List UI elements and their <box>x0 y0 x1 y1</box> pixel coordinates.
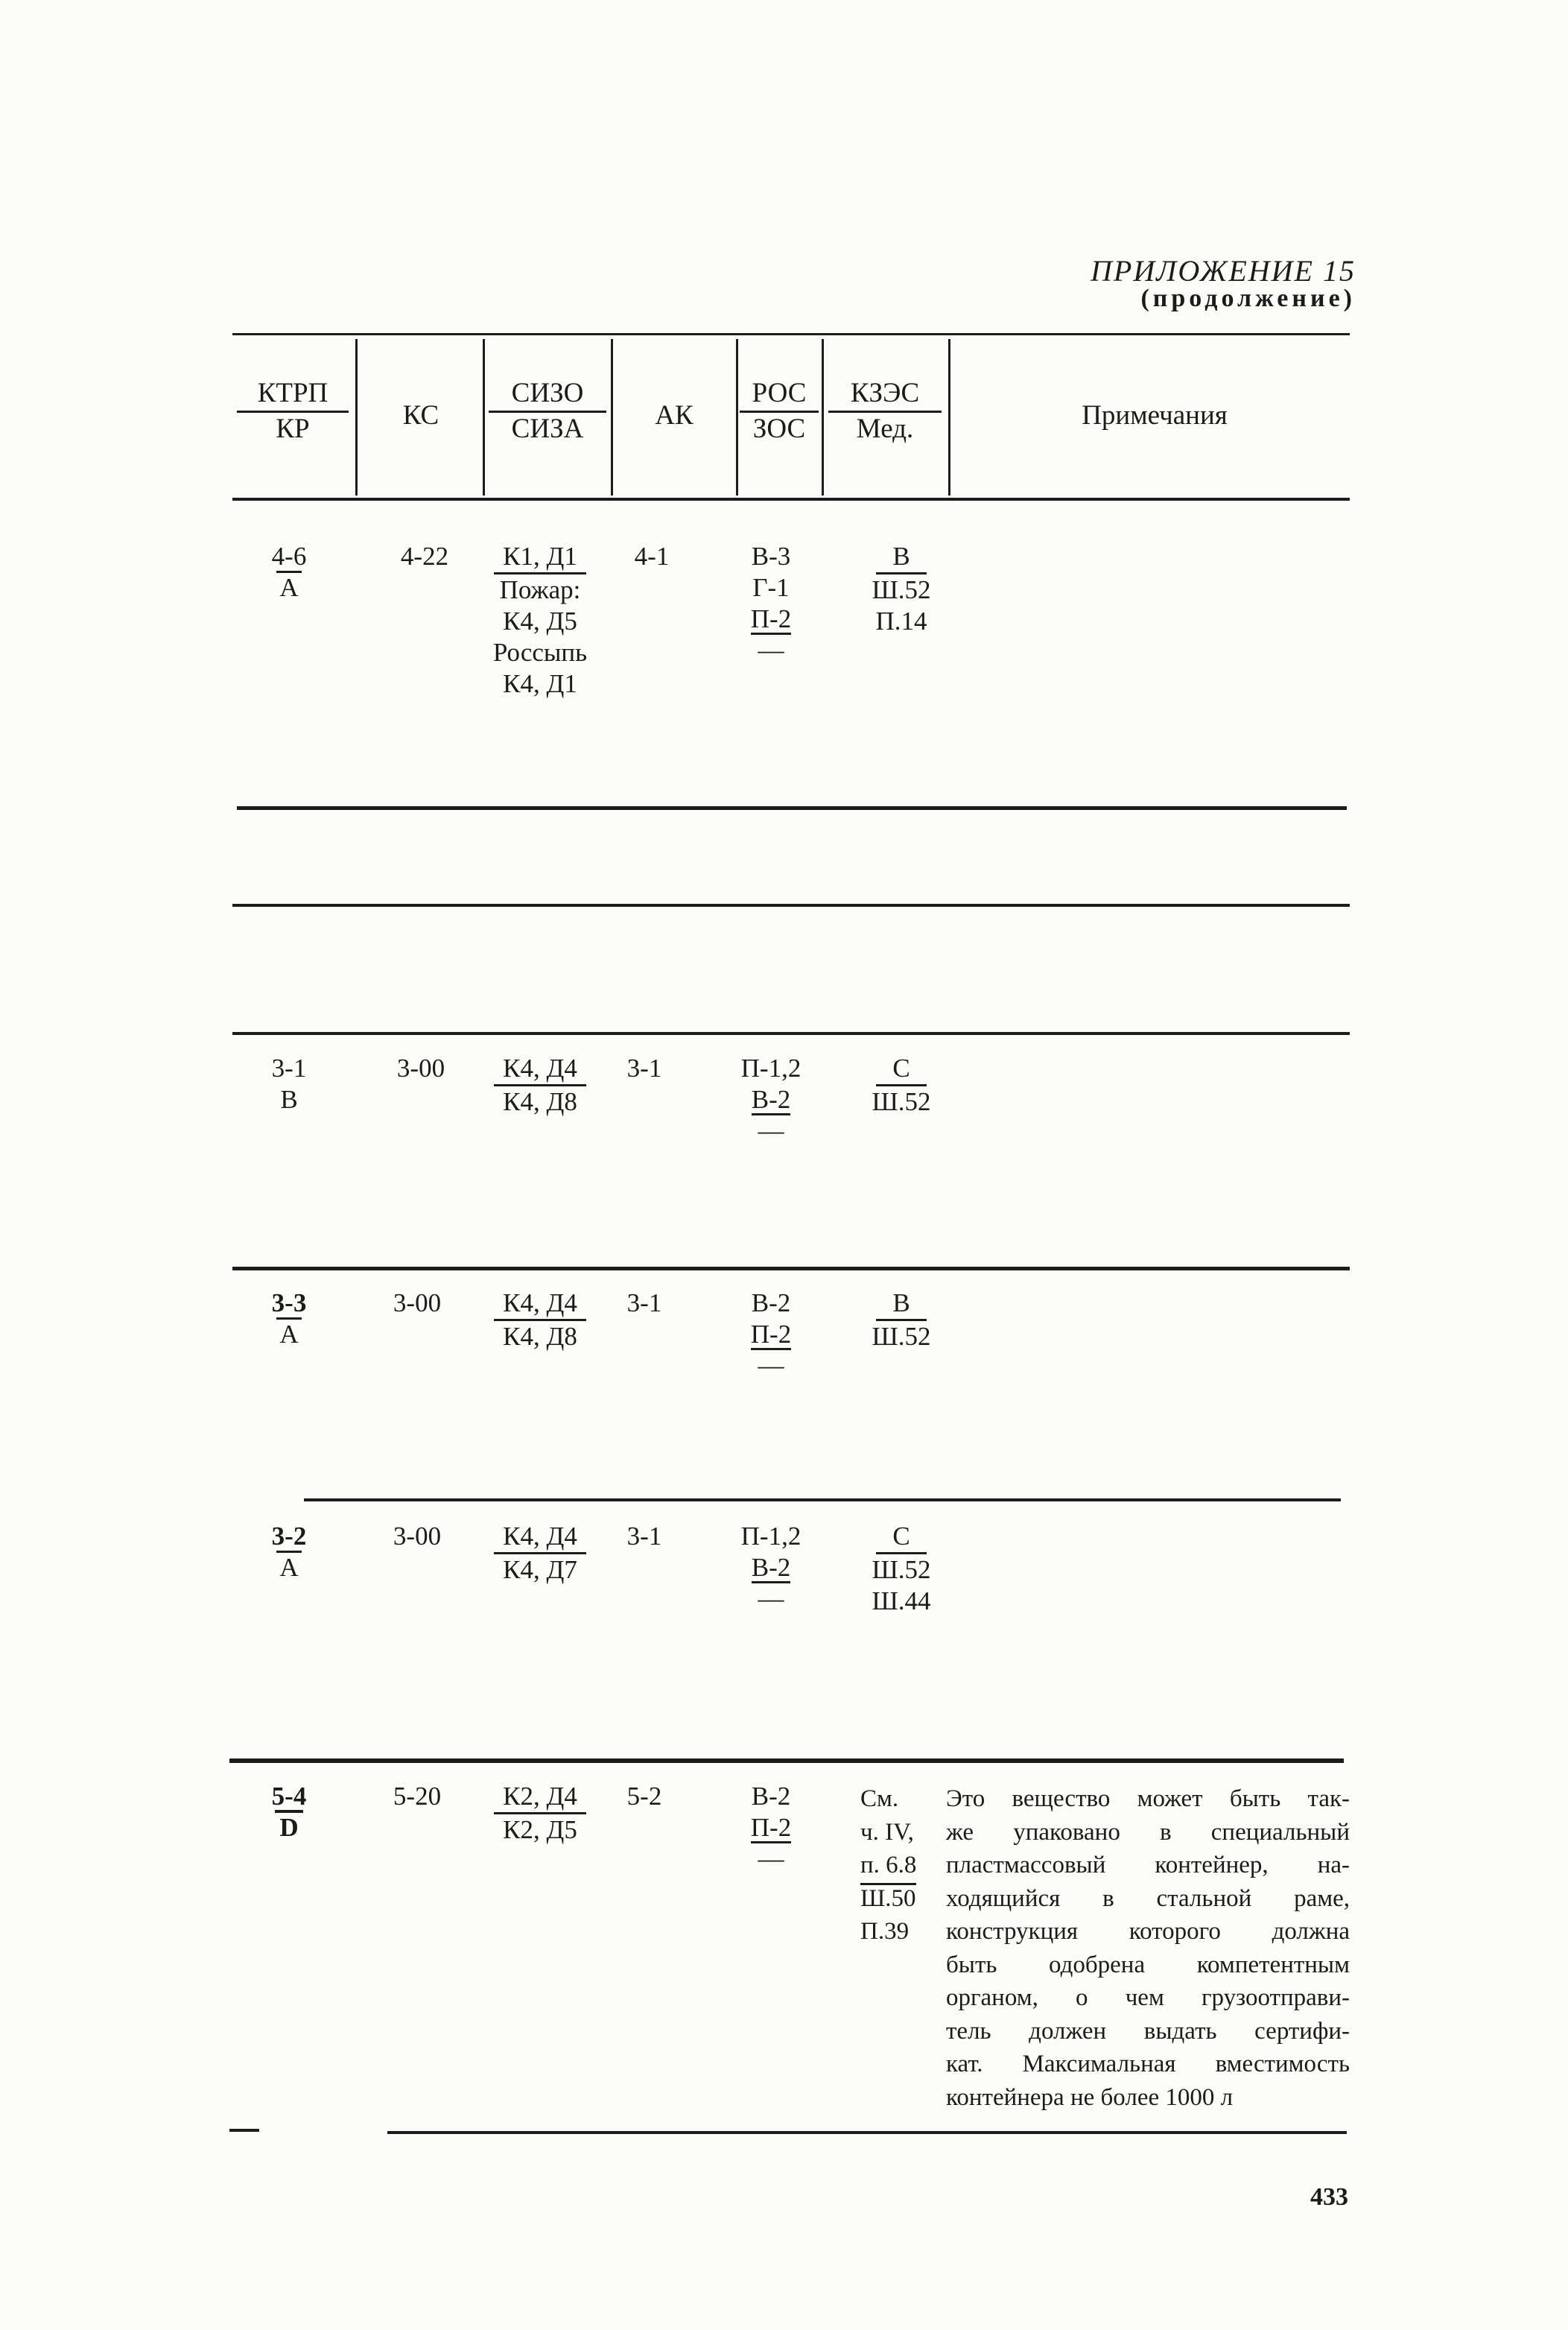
row1-siza-1: К4, Д5 <box>503 607 577 636</box>
row1-ros-0: В-3 <box>751 542 791 571</box>
page-number: 433 <box>1310 2183 1348 2211</box>
header-ktrp: КТРП <box>237 377 349 413</box>
col-divider <box>948 339 950 496</box>
row4-ros-1: В-2 <box>751 1553 791 1582</box>
row1-siz <box>462 541 618 700</box>
row5-ref-1: ч. IV, <box>860 1818 914 1846</box>
row2-siz <box>462 1053 618 1118</box>
row4-siz <box>462 1521 618 1586</box>
row5-ros-1: П-2 <box>750 1813 792 1842</box>
row1-ros-2: П-2 <box>750 604 792 633</box>
row3-kr: А <box>276 1317 301 1349</box>
row5-ks: 5-20 <box>393 1782 442 1811</box>
header-ros-zos <box>740 377 819 445</box>
row5-ref-0: См. <box>860 1785 899 1812</box>
row1-kzes: В <box>876 541 926 574</box>
row5-ak: 5-2 <box>626 1782 662 1811</box>
row-separator <box>232 1267 1350 1270</box>
note-line: контейнера не более 1000 л <box>946 2083 1234 2111</box>
row3-ak: 3-1 <box>626 1288 662 1317</box>
header-kzes-med <box>828 377 942 445</box>
row3-siz <box>462 1288 618 1352</box>
col-divider <box>611 339 613 496</box>
header-siza: СИЗА <box>511 414 584 444</box>
row5-ros-zos <box>726 1781 816 1875</box>
row2-sizo: К4, Д4 <box>494 1053 586 1086</box>
row4-kr: А <box>276 1551 301 1582</box>
row5-siz <box>462 1781 618 1846</box>
row5-ref-2: п. 6.8 <box>860 1852 917 1878</box>
row3-ros-zos <box>726 1288 816 1381</box>
row4-ktrp-kr <box>253 1521 325 1583</box>
row2-siza: К4, Д8 <box>503 1087 577 1116</box>
row4-siza: К4, Д7 <box>503 1555 577 1584</box>
row-separator <box>232 1032 1350 1035</box>
note-line: кат. Максимальная вместимость <box>946 2051 1350 2077</box>
row-separator <box>304 1498 1341 1501</box>
row1-siza-3: К4, Д1 <box>503 669 577 698</box>
row1-ak: 4-1 <box>634 542 670 571</box>
row2-med-0: Ш.52 <box>872 1087 931 1116</box>
row3-ktrp-kr <box>253 1288 325 1350</box>
row3-ktrp: 3-3 <box>271 1288 307 1317</box>
row3-kzes: В <box>876 1288 926 1321</box>
row1-siza-0: Пожар: <box>499 575 581 604</box>
row2-zos: — <box>758 1116 784 1145</box>
row1-kzes-med <box>857 541 946 637</box>
row1-ktrp: 4-6 <box>271 542 307 571</box>
row5-sizo: К2, Д4 <box>494 1781 586 1814</box>
note-line: Это вещество может быть так- <box>946 1785 1350 1812</box>
row5-kr: D <box>275 1810 302 1842</box>
header-med: Мед. <box>856 414 914 444</box>
row2-ks: 3-00 <box>396 1054 445 1083</box>
row1-sizo: К1, Д1 <box>494 541 586 574</box>
row1-zos: — <box>758 636 784 665</box>
header-bottom-rule <box>232 498 1350 501</box>
row1-ros-zos <box>726 541 816 666</box>
note-line: органом, о чем грузоотправи- <box>946 1984 1350 2011</box>
appendix-title: ПРИЛОЖЕНИЕ 15 <box>1091 254 1356 288</box>
header-ktrp-kr <box>237 377 349 445</box>
row5-zos: — <box>758 1844 784 1873</box>
row2-ros-zos <box>726 1053 816 1147</box>
row5-siza: К2, Д5 <box>503 1815 577 1844</box>
row3-kzes-med <box>857 1288 946 1352</box>
row2-kr: В <box>280 1085 298 1114</box>
row3-zos: — <box>758 1351 784 1380</box>
row1-med-1: П.14 <box>875 607 927 636</box>
row2-ros-0: П-1,2 <box>740 1054 802 1083</box>
row1-ks: 4-22 <box>400 542 449 571</box>
row-separator <box>237 806 1347 810</box>
row5-ros-0: В-2 <box>751 1782 791 1811</box>
row4-ktrp: 3-2 <box>271 1522 307 1551</box>
row1-kr: А <box>276 571 301 602</box>
row4-med-0: Ш.52 <box>872 1555 931 1584</box>
row4-sizo: К4, Д4 <box>494 1521 586 1554</box>
col-divider <box>736 339 738 496</box>
header-ak: АК <box>655 400 693 431</box>
row1-siza-2: Россыпь <box>492 638 588 667</box>
row4-ks: 3-00 <box>393 1522 442 1551</box>
row3-ks: 3-00 <box>393 1288 442 1317</box>
row2-kzes-med <box>857 1053 946 1118</box>
row3-siza: К4, Д8 <box>503 1322 577 1351</box>
row-separator <box>232 904 1350 907</box>
note-line: быть одобрена компетентным <box>946 1951 1350 1978</box>
header-sizo: СИЗО <box>489 377 606 413</box>
appendix-subtitle: (продолжение) <box>1140 285 1356 312</box>
header-zos: ЗОС <box>752 414 806 444</box>
row4-ros-0: П-1,2 <box>740 1522 802 1551</box>
row4-kzes: С <box>876 1521 926 1554</box>
table-bottom-rule <box>387 2131 1347 2134</box>
row2-ak: 3-1 <box>626 1054 662 1083</box>
row1-ktrp-kr <box>253 541 325 604</box>
col-divider <box>355 339 358 496</box>
header-ros: РОС <box>740 377 819 413</box>
row5-ref-3: Ш.50 <box>860 1883 916 1912</box>
row4-ak: 3-1 <box>626 1522 662 1551</box>
row2-kzes: С <box>876 1053 926 1086</box>
note-line: ходящийся в стальной раме, <box>946 1884 1350 1912</box>
col-divider <box>822 339 824 496</box>
row4-kzes-med <box>857 1521 946 1617</box>
row5-note <box>946 1782 1350 2114</box>
row3-med-0: Ш.52 <box>872 1322 931 1351</box>
note-line: же упаковано в специальный <box>946 1818 1350 1846</box>
row5-ref-4: П.39 <box>860 1918 910 1945</box>
row2-ktrp-kr <box>253 1053 325 1115</box>
row-separator <box>229 1758 1344 1763</box>
header-kzes: КЗЭС <box>828 377 942 413</box>
row3-ros-0: В-2 <box>751 1288 791 1317</box>
table-top-rule <box>232 333 1350 335</box>
header-ks: КС <box>402 400 439 431</box>
row5-reference <box>860 1782 942 1948</box>
row2-ktrp: 3-1 <box>271 1054 307 1083</box>
row4-zos: — <box>758 1584 784 1613</box>
row3-ros-1: П-2 <box>750 1320 792 1349</box>
header-notes: Примечания <box>1082 400 1228 431</box>
row3-sizo: К4, Д4 <box>494 1288 586 1321</box>
col-divider <box>483 339 485 496</box>
bottom-mark <box>229 2129 259 2132</box>
row4-ros-zos <box>726 1521 816 1615</box>
row4-med-1: Ш.44 <box>872 1586 931 1615</box>
header-sizo-siza <box>489 377 606 445</box>
note-line: тель должен выдать сертифи- <box>946 2017 1350 2045</box>
row5-ktrp: 5-4 <box>271 1782 307 1811</box>
row2-ros-1: В-2 <box>751 1085 791 1114</box>
row5-ktrp-kr <box>253 1781 325 1843</box>
row1-ros-1: Г-1 <box>752 573 790 602</box>
header-kr: КР <box>276 414 310 444</box>
row1-med-0: Ш.52 <box>872 575 931 604</box>
note-line: пластмассовый контейнер, на- <box>946 1852 1350 1878</box>
note-line: конструкция которого должна <box>946 1918 1350 1945</box>
